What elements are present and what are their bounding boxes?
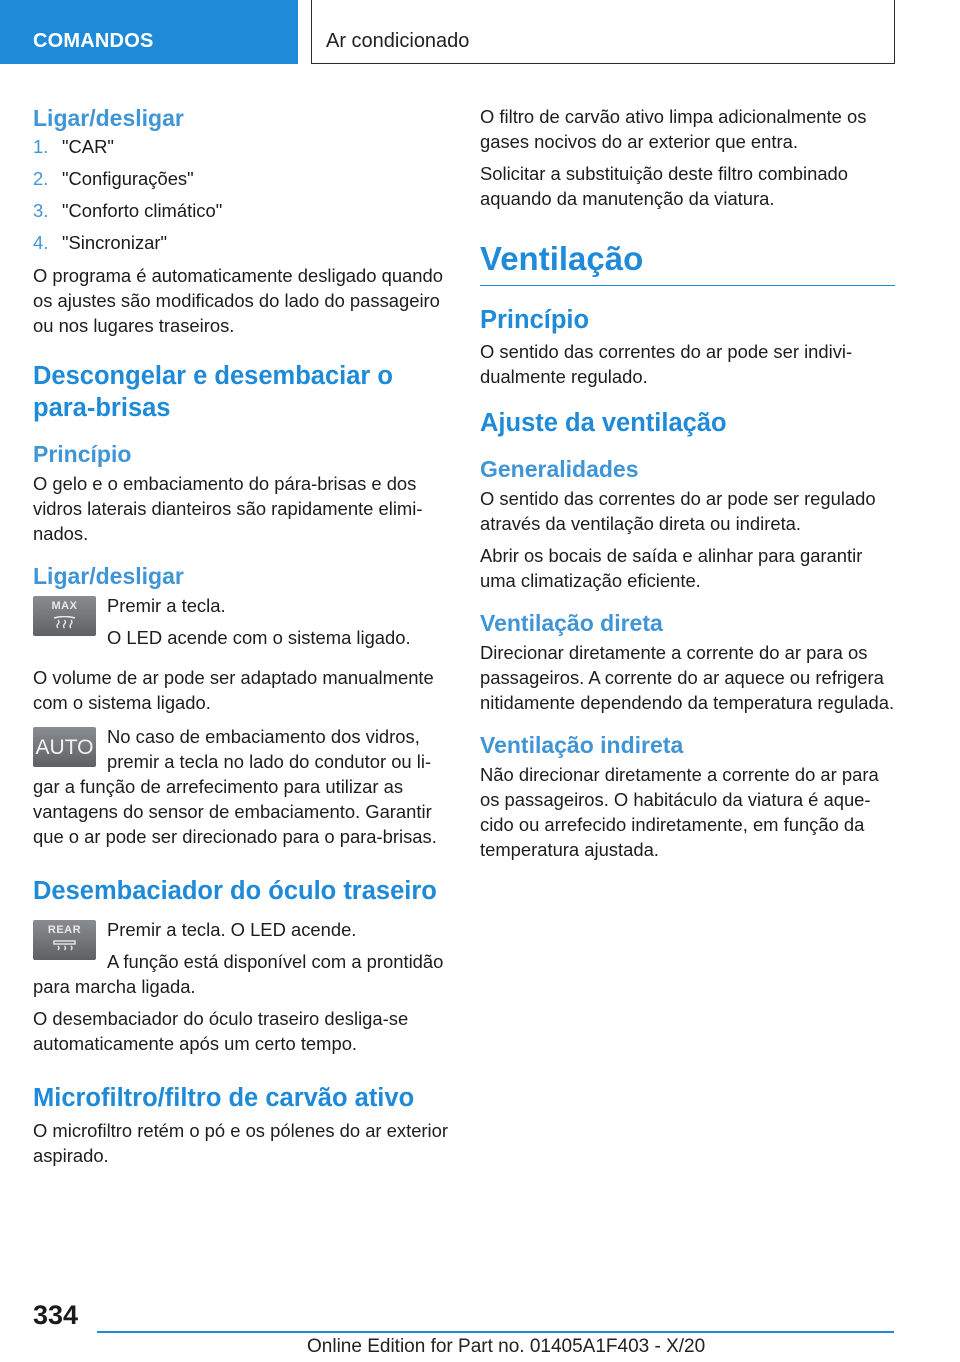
paragraph-nao-direcionar: Não direcionar diretamente a corrente do ar para os passageiros. O habitáculo da viatura é aquecido ou arrefecido indiretamente, em função da temperatura ajustada. [480, 764, 879, 860]
max-defrost-button-icon [33, 596, 96, 636]
paragraph-desembaciador: O desembaciador do óculo traseiro desliga-se automaticamente após um certo tempo. [33, 1008, 409, 1054]
list-item [33, 167, 448, 191]
auto-icon-label: AUTO [35, 736, 94, 759]
step-text: "Conforto climático" [62, 200, 223, 221]
rear-window-heat-icon [53, 940, 76, 954]
paragraph-funcao: A função está disponível com a prontidão para marcha ligada. [33, 951, 444, 997]
step-text: "Configurações" [62, 168, 194, 189]
windshield-heat-icon [53, 616, 76, 630]
heading-descongelar: Descongelar e desembaciar o para-brisas [33, 362, 394, 422]
paragraph-premir: Premir a tecla. [107, 595, 226, 616]
paragraph-volume: O volume de ar pode ser adaptado manualmente com o sistema ligado. [33, 667, 434, 713]
paragraph-programa: O programa é automaticamente desligado quando os ajustes são modificados do lado do passageiro ou nos lugares traseiros. [33, 265, 443, 336]
page-header [311, 0, 895, 64]
footer-edition-text: Online Edition for Part no. 01405A1F403 - X/20 [307, 1336, 706, 1357]
footer-divider [97, 1331, 894, 1333]
right-column [480, 104, 895, 869]
step-number: 4. [33, 232, 49, 253]
heading-ventilacao-direta: Ventilação direta [480, 610, 663, 636]
step-number: 2. [33, 168, 49, 189]
max-defrost-block [33, 593, 448, 657]
list-item [33, 135, 448, 159]
heading-ajuste: Ajuste da ventilação [480, 409, 727, 437]
heading-desembaciador: Desembaciador do óculo traseiro [33, 877, 437, 905]
paragraph-premir-2: Premir a tecla. O LED acende. [107, 919, 357, 940]
rear-icon-label: REAR [47, 924, 82, 936]
paragraph-sentido-2: O sentido das correntes do ar pode ser regulado através da ventilação direta ou indireta. [480, 488, 876, 534]
section-label: COMANDOS [33, 30, 154, 52]
max-icon-label: MAX [51, 600, 78, 612]
heading-generalidades: Generalidades [480, 456, 639, 482]
paragraph-solicitar: Solicitar a substituição deste filtro combinado aquando da manutenção da viatura. [480, 163, 849, 209]
paragraph-filtro: O filtro de carvão ativo limpa adicionalmente os gases nocivos do ar exterior que entra. [480, 106, 867, 152]
paragraph-caso: No caso de embaciamento dos vidros, premir a tecla no lado do condutor ou ligar a função de arrefecimento para utilizar as vantagens do sensor de embaciamento. Garantir que o ar pode ser direcionado para o para-brisas. [33, 726, 437, 847]
section-tab [0, 0, 298, 64]
heading-ventilacao-indireta: Ventilação indireta [480, 732, 684, 758]
rear-defrost-block [33, 917, 448, 999]
heading-ligar-desligar: Ligar/desligar [33, 105, 184, 131]
list-item [33, 231, 448, 255]
steps-list [33, 135, 448, 255]
heading-ligar-desligar-2: Ligar/desligar [33, 563, 184, 589]
paragraph-abrir: Abrir os bocais de saída e alinhar para garantir uma climatização eficiente. [480, 545, 863, 591]
step-number: 3. [33, 200, 49, 221]
left-column [33, 104, 448, 1175]
step-text: "Sincronizar" [62, 232, 168, 253]
auto-block [33, 724, 448, 849]
step-number: 1. [33, 136, 49, 157]
paragraph-led: O LED acende com o sistema ligado. [107, 627, 411, 648]
page-title: Ar condicionado [326, 30, 470, 52]
page-number: 334 [33, 1300, 79, 1330]
chapter-heading-ventilacao: Ventilação [480, 239, 895, 286]
paragraph-gelo: O gelo e o embaciamento do pára-brisas e dos vidros laterais dianteiros são rapidamente eliminados. [33, 473, 423, 544]
step-text: "CAR" [62, 136, 114, 157]
heading-microfiltro: Microfiltro/filtro de carvão ativo [33, 1084, 415, 1112]
paragraph-microfiltro: O microfiltro retém o pó e os pólenes do ar exterior aspirado. [33, 1120, 448, 1166]
heading-principio: Princípio [33, 441, 132, 467]
paragraph-sentido-1: O sentido das correntes do ar pode ser individualmente regulado. [480, 341, 853, 387]
paragraph-direcionar: Direcionar diretamente a corrente do ar para os passageiros. A corrente do ar aquece ou refrigera nitidamente dependendo da temperatura regulada. [480, 642, 895, 713]
rear-defrost-button-icon [33, 920, 96, 960]
list-item [33, 199, 448, 223]
heading-principio-right: Princípio [480, 306, 590, 334]
auto-button-icon [33, 727, 96, 767]
